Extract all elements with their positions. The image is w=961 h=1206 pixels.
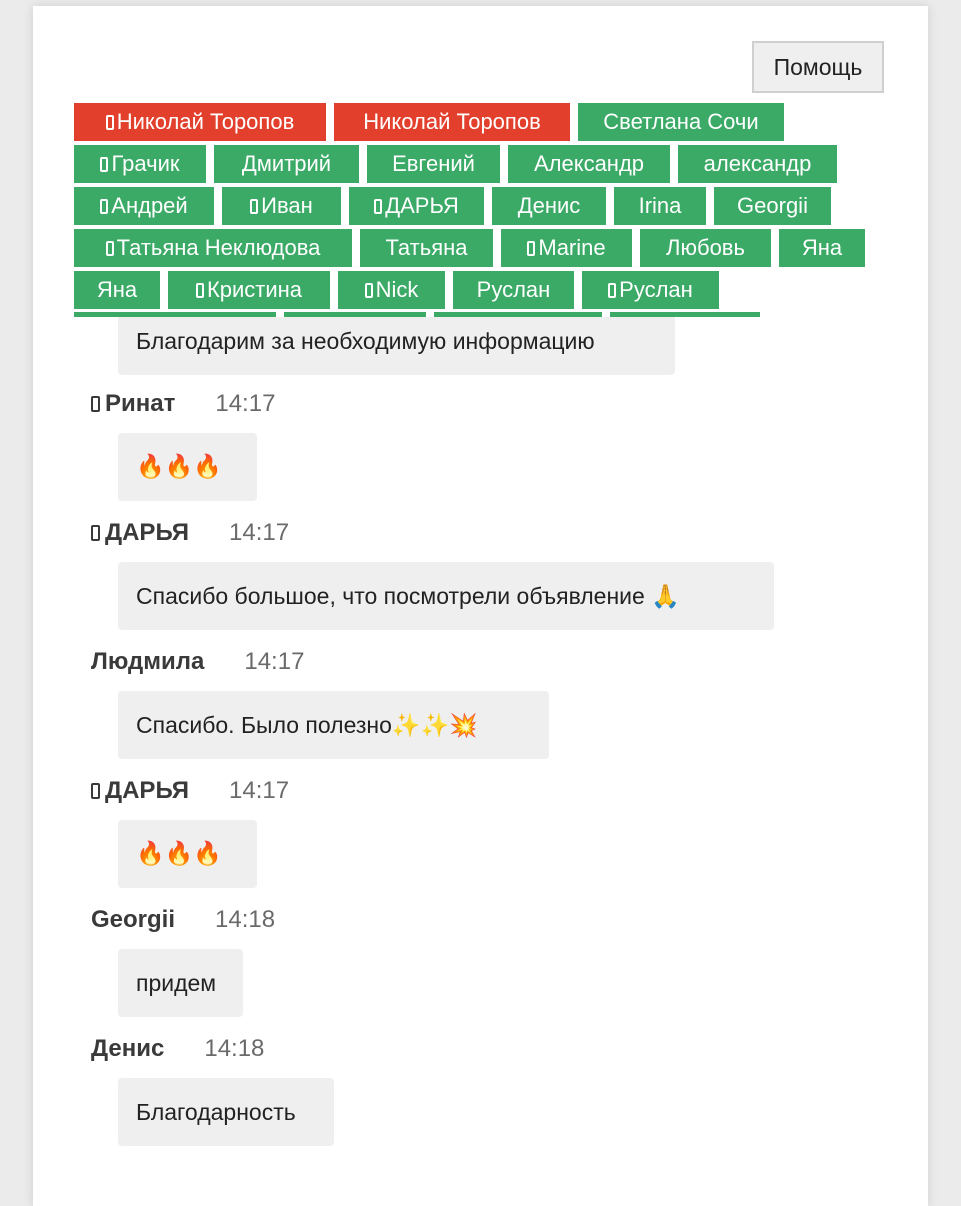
participant-name: Александр [533, 151, 645, 176]
participant-chip[interactable] [714, 187, 831, 225]
participant-chip[interactable] [453, 271, 574, 309]
participant-chip[interactable] [214, 145, 359, 183]
chat-panel [33, 6, 928, 1206]
participant-name: Евгений [392, 151, 475, 176]
participant-name: Андрей [111, 193, 188, 218]
sender-name [91, 1035, 164, 1062]
participant-chip[interactable] [222, 187, 341, 225]
participant-chip[interactable] [338, 271, 445, 309]
participant-chip[interactable] [349, 187, 484, 225]
participant-list [74, 103, 874, 313]
message-time: 14:17 [229, 519, 290, 546]
message-header [91, 1034, 264, 1064]
sender-label: Людмила [91, 648, 205, 675]
sender-label: ДАРЬЯ [105, 519, 190, 546]
participant-chip[interactable] [640, 229, 771, 267]
participant-chip[interactable] [779, 229, 865, 267]
participant-name: Грачик [111, 151, 180, 176]
participant-chip[interactable] [360, 229, 493, 267]
sender-label: Денис [91, 1035, 165, 1062]
participant-chip[interactable] [334, 103, 570, 141]
participant-row [74, 145, 874, 183]
message-bubble [118, 949, 243, 1017]
participant-name: Руслан [619, 277, 693, 302]
message-text: Благодарность [136, 1099, 296, 1125]
participant-row [74, 187, 874, 225]
participant-name: Georgii [737, 193, 808, 218]
sender-name [91, 777, 189, 804]
participant-name: Любовь [666, 235, 745, 260]
message-time: 14:18 [215, 906, 276, 933]
phone-icon [608, 283, 616, 298]
participant-chip[interactable] [678, 145, 837, 183]
phone-icon [250, 199, 258, 214]
participant-name: александр [703, 151, 812, 176]
participant-row [74, 229, 874, 267]
sender-name [91, 906, 175, 933]
message-text: 🔥🔥🔥 [136, 841, 222, 867]
sender-label: Georgii [91, 906, 176, 933]
participant-name: Светлана Сочи [603, 109, 759, 134]
message-text: Спасибо большое, что посмотрели объявление 🙏 [136, 583, 680, 609]
participant-chip[interactable] [74, 145, 206, 183]
participant-chip[interactable] [578, 103, 784, 141]
phone-icon [91, 525, 100, 541]
phone-icon [374, 199, 382, 214]
message-header [91, 776, 289, 806]
participant-chip[interactable] [501, 229, 632, 267]
phone-icon [106, 241, 114, 256]
participant-name: Татьяна [385, 235, 468, 260]
message-bubble [118, 820, 257, 888]
help-button[interactable]: Помощь [752, 41, 884, 93]
participant-name: Николай Торопов [116, 109, 295, 134]
message-list [33, 317, 928, 1206]
phone-icon [196, 283, 204, 298]
participant-chip[interactable] [508, 145, 670, 183]
message-text: 🔥🔥🔥 [136, 454, 222, 480]
message-header [91, 647, 304, 677]
message-bubble [118, 1078, 334, 1146]
phone-icon [91, 783, 100, 799]
participant-chip[interactable] [614, 187, 706, 225]
participant-chip[interactable] [168, 271, 330, 309]
message-bubble [118, 433, 257, 501]
message-bubble [118, 562, 774, 630]
message-bubble [118, 317, 675, 375]
participant-chip[interactable] [367, 145, 500, 183]
message-text: придем [136, 970, 217, 996]
participant-chip[interactable] [74, 271, 160, 309]
participant-chip[interactable] [74, 103, 326, 141]
participant-row [74, 103, 874, 141]
participant-name: Дмитрий [241, 151, 332, 176]
participant-name: Яна [96, 277, 138, 302]
participant-chip[interactable] [74, 229, 352, 267]
phone-icon [106, 115, 114, 130]
phone-icon [365, 283, 373, 298]
phone-icon [91, 396, 100, 412]
participant-name: Кристина [206, 277, 303, 302]
participant-name: Денис [517, 193, 581, 218]
participant-chip[interactable] [582, 271, 719, 309]
phone-icon [527, 241, 535, 256]
participant-chip[interactable] [74, 187, 214, 225]
participant-row [74, 271, 874, 309]
message-bubble [118, 691, 549, 759]
phone-icon [100, 199, 108, 214]
sender-name [91, 519, 189, 546]
participant-name: Irina [638, 193, 682, 218]
message-header [91, 905, 275, 935]
message-header [91, 389, 275, 419]
participant-name: Иван [261, 193, 313, 218]
message-header [91, 518, 289, 548]
phone-icon [100, 157, 108, 172]
sender-name [91, 390, 175, 417]
participant-name: Nick [375, 277, 419, 302]
message-time: 14:17 [229, 777, 290, 804]
participant-name: ДАРЬЯ [385, 193, 459, 218]
message-time: 14:17 [244, 648, 305, 675]
sender-name [91, 648, 204, 675]
participant-name: Marine [538, 235, 606, 260]
participant-chip[interactable] [492, 187, 606, 225]
sender-label: Ринат [105, 390, 176, 417]
message-text: Благодарим за необходимую информацию [136, 328, 595, 354]
sender-label: ДАРЬЯ [105, 777, 190, 804]
message-time: 14:17 [215, 390, 276, 417]
participant-name: Татьяна Неклюдова [116, 235, 321, 260]
message-text: Спасибо. Было полезно✨✨💥 [136, 712, 478, 738]
participant-name: Руслан [476, 277, 551, 302]
participant-name: Николай Торопов [363, 109, 541, 134]
message-time: 14:18 [204, 1035, 265, 1062]
participant-name: Яна [801, 235, 843, 260]
